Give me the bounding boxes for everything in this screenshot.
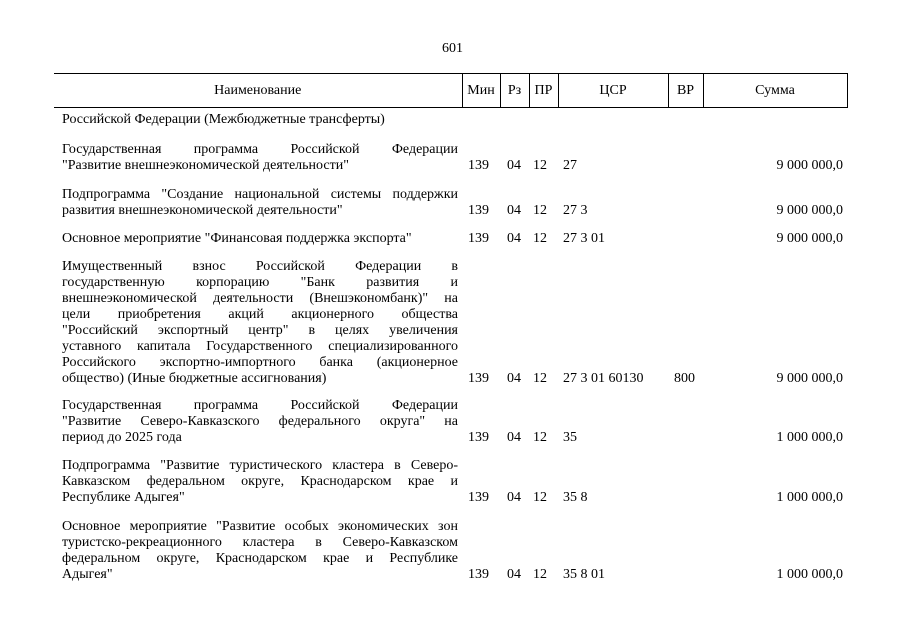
- row-min: [462, 108, 500, 129]
- row-vr: [668, 506, 703, 583]
- row-min: 139: [468, 490, 489, 505]
- row-vr: [668, 446, 703, 506]
- row-vr: [668, 128, 703, 174]
- row-rz: 04: [507, 158, 521, 173]
- row-sum: 9 000 000,0: [776, 158, 843, 173]
- row-rz: [500, 108, 529, 129]
- row-pr: 12: [533, 567, 547, 582]
- row-sum: 9 000 000,0: [776, 231, 843, 246]
- table-row: [54, 128, 847, 174]
- table-row: [54, 108, 847, 129]
- row-name-line: Государственная программа Российской Федерации: [62, 142, 458, 157]
- table-row: [54, 219, 847, 247]
- budget-table: [54, 73, 848, 583]
- row-name-line: развития внешнеэкономической деятельности": [62, 203, 343, 218]
- row-vr: [668, 174, 703, 219]
- row-min: 139: [468, 430, 489, 445]
- row-sum: 1 000 000,0: [776, 567, 843, 582]
- row-name: [54, 506, 462, 583]
- row-csr: 27 3: [563, 203, 588, 218]
- row-min: 139: [468, 231, 489, 246]
- row-pr: 12: [533, 371, 547, 386]
- row-rz: 04: [507, 490, 521, 505]
- row-rz: 04: [507, 567, 521, 582]
- row-vr: [668, 219, 703, 247]
- row-name-line: Основное мероприятие "Финансовая поддержка экспорта": [62, 231, 412, 246]
- header-pr: ПР: [529, 74, 558, 108]
- row-name-line: Основное мероприятие "Развитие особых экономических зон: [62, 519, 458, 534]
- row-vr: 800: [674, 371, 695, 386]
- header-sum: Сумма: [703, 74, 847, 108]
- row-name-line: Российского экспортно-импортного банка (акционерное: [62, 355, 458, 370]
- row-min: 139: [468, 567, 489, 582]
- row-pr: [529, 108, 558, 129]
- row-name-line: внешнеэкономической деятельности (Внешэкономбанк)" на: [62, 291, 458, 306]
- row-name-line: Государственная программа Российской Федерации: [62, 398, 458, 413]
- header-vr: ВР: [668, 74, 703, 108]
- row-csr: 35 8: [563, 490, 588, 505]
- row-csr: [558, 108, 668, 129]
- row-name-line: "Развитие Северо-Кавказского федерального округа" на: [62, 414, 458, 429]
- header-csr: ЦСР: [558, 74, 668, 108]
- row-csr: 27 3 01: [563, 231, 605, 246]
- row-name-line: Подпрограмма "Создание национальной системы поддержки: [62, 187, 458, 202]
- row-csr: 27 3 01 60130: [563, 371, 644, 386]
- row-name-line: Республике Адыгея": [62, 490, 185, 505]
- row-name: [54, 128, 462, 174]
- row-name-line: государственную корпорацию "Банк развития и: [62, 275, 458, 290]
- row-name-line: Российской Федерации (Межбюджетные трансферты): [62, 112, 385, 127]
- row-name-line: "Российский экспортный центр" в целях увеличения: [62, 323, 458, 338]
- header-rz: Рз: [500, 74, 529, 108]
- row-name: [54, 219, 462, 247]
- row-name-line: уставного капитала Государственного специализированного: [62, 339, 458, 354]
- row-pr: 12: [533, 231, 547, 246]
- header-min: Мин: [462, 74, 500, 108]
- row-name-line: федеральном округе, Краснодарском крае и Республике: [62, 551, 458, 566]
- page-number: 601: [442, 41, 463, 56]
- row-sum: [703, 108, 847, 129]
- row-pr: 12: [533, 158, 547, 173]
- row-name-line: период до 2025 года: [62, 430, 182, 445]
- row-name-line: Адыгея": [62, 567, 113, 582]
- row-pr: 12: [533, 430, 547, 445]
- row-sum: 9 000 000,0: [776, 371, 843, 386]
- row-csr: 27: [563, 158, 577, 173]
- row-rz: 04: [507, 203, 521, 218]
- row-pr: 12: [533, 490, 547, 505]
- table-row: [54, 387, 847, 446]
- row-min: 139: [468, 371, 489, 386]
- header-name: Наименование: [54, 74, 462, 108]
- row-min: 139: [468, 203, 489, 218]
- table-header-row: [54, 74, 847, 108]
- row-name-line: общество) (Иные бюджетные ассигнования): [62, 371, 327, 386]
- row-sum: 1 000 000,0: [776, 430, 843, 445]
- table-row: [54, 506, 847, 583]
- row-name-line: "Развитие внешнеэкономической деятельности": [62, 158, 349, 173]
- row-sum: 9 000 000,0: [776, 203, 843, 218]
- row-name-line: цели приобретения акций акционерного общества: [62, 307, 458, 322]
- row-name-line: Подпрограмма "Развитие туристического кластера в Северо-: [62, 458, 458, 473]
- row-vr: [668, 387, 703, 446]
- row-name: [54, 247, 462, 387]
- row-rz: 04: [507, 430, 521, 445]
- row-name: [54, 108, 462, 129]
- row-sum: 1 000 000,0: [776, 490, 843, 505]
- row-rz: 04: [507, 231, 521, 246]
- row-min: 139: [468, 158, 489, 173]
- table-body: [54, 108, 847, 584]
- row-name-line: туристско-рекреационного кластера в Северо-Кавказском: [62, 535, 458, 550]
- table-row: [54, 446, 847, 506]
- row-csr: 35: [563, 430, 577, 445]
- row-rz: 04: [507, 371, 521, 386]
- row-name: [54, 446, 462, 506]
- row-name-line: Кавказском федеральном округе, Краснодарском крае и: [62, 474, 458, 489]
- row-vr: [668, 108, 703, 129]
- row-name-line: Имущественный взнос Российской Федерации в: [62, 259, 458, 274]
- table-row: [54, 247, 847, 387]
- row-csr: 35 8 01: [563, 567, 605, 582]
- table-row: [54, 174, 847, 219]
- row-name: [54, 174, 462, 219]
- row-pr: 12: [533, 203, 547, 218]
- row-name: [54, 387, 462, 446]
